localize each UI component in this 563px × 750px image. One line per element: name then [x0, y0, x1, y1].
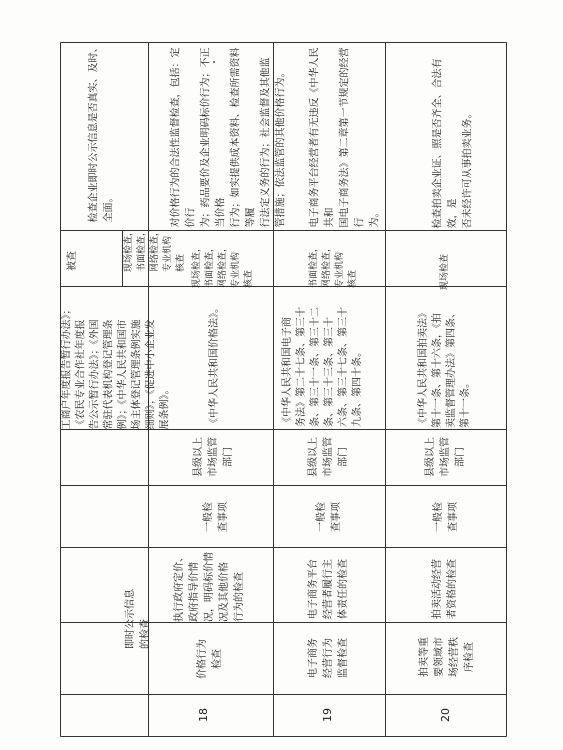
row-18-item: 价格行为 检查 — [197, 639, 223, 679]
row-18-basis: 《中华人民共和国价格法》。 — [209, 303, 220, 428]
cont-content-cell: 即时公示信息 的检查 — [125, 589, 151, 649]
row-20-item: 拍卖等重 要领域市 场经营秩 序检查 — [419, 637, 475, 677]
row-18-requirement: 对价格行为的合法性监督检查，包括：定价行 为；药品要价及企业明码标价行为；不正当价格 行为；如实提供成本资料、检查所需资料等履 行法定义务的行为；社会监督及其他监 管措施；依法监管的其他价格行为。 — [170, 47, 287, 228]
cont-basis-tail: 被查 — [67, 251, 78, 271]
cont-basis-cell: 工商户年度报告暂行办法》； 《农民专业合作社年度报 告公示暂行办法》；《外国 常驻代表机构登记管理条 例》；《中华人民共和国市 场主体登记管理条例实施 细则》；《促进中小企业发 展条例》。 — [61, 304, 171, 430]
row-19-content: 电子商务平台 经营者履行主 体责任的检查 — [308, 559, 349, 619]
row-19-requirement: 电子商务平台经营者有无违反《中华人民共和 国电子商务法》第二章第一节规定的经营行 为。 — [309, 47, 381, 228]
row-20-basis: 《中华人民共和国拍卖法》 第十一条、第十六条，《拍 卖监督管理办法》第四条、 第十一条。 — [418, 308, 471, 428]
row-18-number: 18 — [197, 708, 210, 722]
scan-speck — [213, 61, 215, 63]
row-20-category: 一般检 查事项 — [433, 502, 459, 532]
row-20-content: 拍卖活动经营 者资格的检查 — [432, 559, 458, 619]
row-18-content: 执行政府定价、 政府指导价情 况，明码标价情 况及其他价格 行为的检查 — [174, 552, 245, 622]
row-19-category: 一般检 查事项 — [316, 502, 342, 532]
row-20-subject: 县级以上 市场监管 部门 — [425, 437, 466, 477]
row-19-basis: 《中华人民共和国电子商 务法》第二十七条、第三十 条、第三十一条、第三十二 条、第三十三条、第三十 六条、第三十七条、第三十 九条、第四十条。 — [282, 307, 363, 427]
row-18-subject: 县级以上 市场监管 部门 — [193, 437, 234, 477]
row-18-category: 一般检 查事项 — [203, 502, 229, 532]
row-19-number: 19 — [321, 708, 334, 722]
cont-method-cell: 现场检查， 书面检查， 网络检查， 专业机构 核查 — [124, 226, 186, 272]
cont-requirement-cell: 检查企业即时公示信息是否真实、及时、全面。 — [88, 42, 115, 223]
row-20-number: 20 — [439, 708, 452, 722]
row-20-requirement: 检查拍卖企业证、照是否齐全、合法有效，是 否未经许可从事拍卖业务。 — [432, 58, 474, 229]
inspection-items-table — [60, 42, 507, 737]
row-20-method: 现场检查 — [440, 253, 450, 290]
row-19-method: 书面检查， 网络检查， 专业机构 核查 — [309, 242, 358, 288]
row-19-item: 电子商务 经营行为 监督检查 — [308, 638, 349, 678]
row-19-subject: 县级以上 市场监管 部门 — [308, 437, 349, 477]
row-18-method: 现场检查， 书面检查， 网络检查， 专业机构 核查 — [192, 242, 254, 288]
